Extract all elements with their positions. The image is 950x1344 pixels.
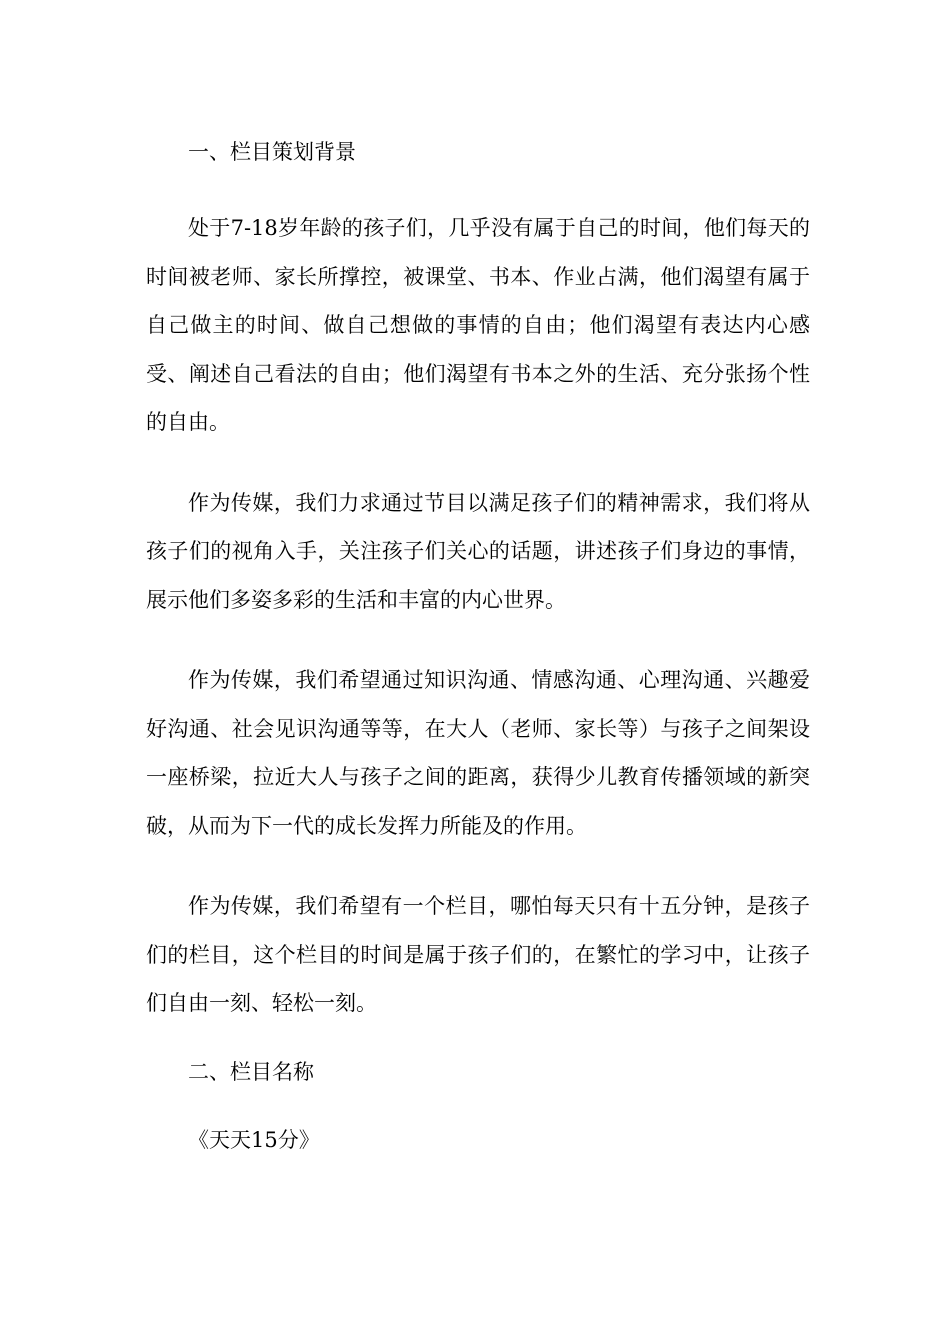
paragraph-background-4: 作为传媒，我们希望有一个栏目，哪怕每天只有十五分钟，是孩子们的栏目，这个栏目的时间是属于孩子们的，在繁忙的学习中，让孩子们自由一刻、轻松一刻。 xyxy=(146,894,810,1015)
paragraph-background-2: 作为传媒，我们力求通过节目以满足孩子们的精神需求，我们将从孩子们的视角入手，关注孩子们关心的话题，讲述孩子们身边的事情，展示他们多姿多彩的生活和丰富的内心世界。 xyxy=(146,490,810,612)
document-content xyxy=(146,136,810,1156)
section-heading-background: 一、栏目策划背景 xyxy=(188,140,356,164)
section-heading-name: 二、栏目名称 xyxy=(188,1059,314,1084)
spacer xyxy=(146,1028,810,1056)
paragraph-background-1: 处于7-18岁年龄的孩子们，几乎没有属于自己的时间，他们每天的时间被老师、家长所撑控，被课堂、书本、作业占满，他们渴望有属于自己做主的时间、做自己想做的事情的自由；他们渴望有表达内心感受、阐述自己看法的自由；他们渴望有书本之外的生活、充分张扬个性的自由。 xyxy=(146,216,810,434)
spacer xyxy=(146,850,810,882)
spacer xyxy=(146,624,810,656)
spacer xyxy=(146,1088,810,1124)
spacer xyxy=(146,168,810,204)
spacer xyxy=(146,447,810,479)
paragraph-background-3: 作为传媒，我们希望通过知识沟通、情感沟通、心理沟通、兴趣爱好沟通、社会见识沟通等等，在大人（老师、家长等）与孩子之间架设一座桥梁，拉近大人与孩子之间的距离，获得少儿教育传播领域的新突破，从而为下一代的成长发挥力所能及的作用。 xyxy=(146,668,810,838)
program-name: 《天天15分》 xyxy=(188,1127,320,1152)
